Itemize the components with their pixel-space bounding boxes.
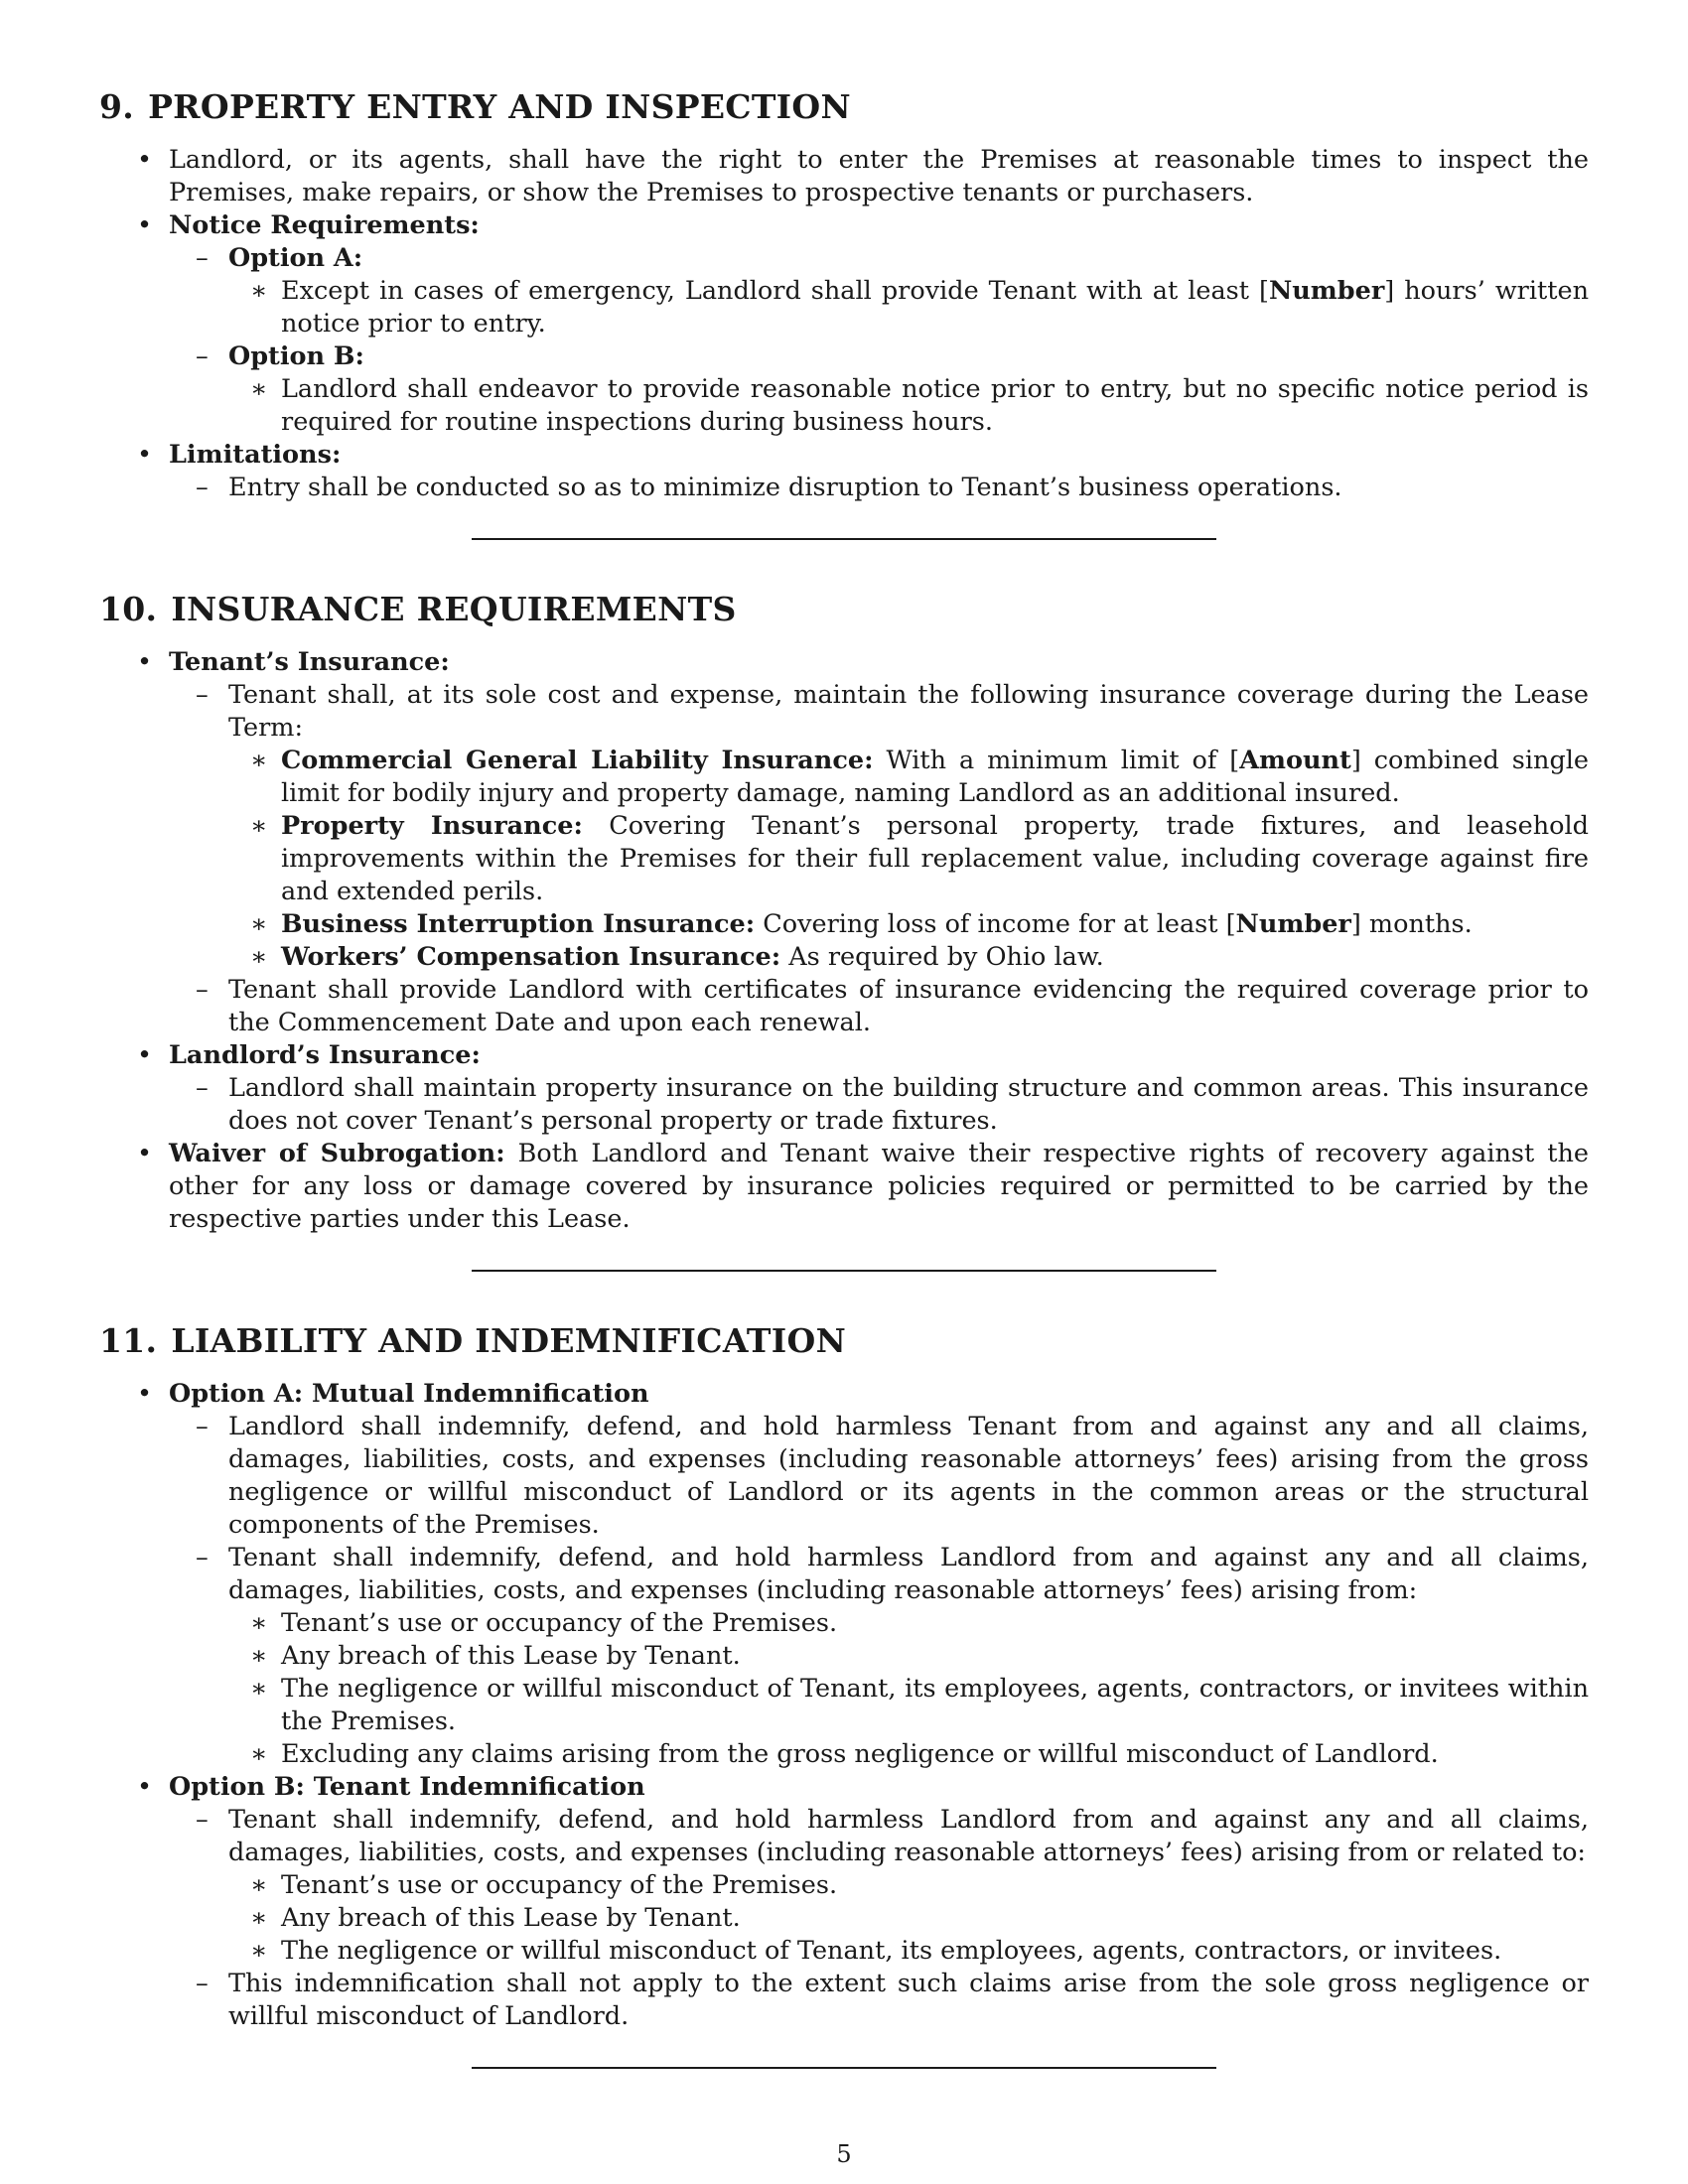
list-item: – Landlord shall maintain property insurance on the building structure and common areas. This insurance does not cover Tenant’s personal property or trade fixtures. xyxy=(196,1073,1589,1136)
list-item: – Option A: xyxy=(196,243,363,273)
section-number: 11. xyxy=(99,1321,158,1360)
list-item: – Landlord shall indemnify, defend, and hold harmless Tenant from and against any and all claims, damages, liabilities, costs, and expenses (including reasonable attorneys’ fees) arising from the gross negligence or willful misconduct of Landlord or its agents in the common areas or the structural components of the Premises. xyxy=(196,1412,1589,1540)
asterisk: ∗ xyxy=(250,1870,268,1900)
asterisk: ∗ xyxy=(250,1936,268,1966)
list-item: • Option B: Tenant Indemnification xyxy=(137,1772,645,1802)
list-item: – Tenant shall indemnify, defend, and hold harmless Landlord from and against any and all claims, damages, liabilities, costs, and expenses (including reasonable attorneys’ fees) arising from: xyxy=(196,1543,1589,1605)
list-item: • Limitations: xyxy=(137,440,342,470)
asterisk: ∗ xyxy=(250,276,268,306)
dash: – xyxy=(196,243,209,273)
asterisk: ∗ xyxy=(250,811,268,841)
list-item: – Tenant shall indemnify, defend, and hold harmless Landlord from and against any and all claims, damages, liabilities, costs, and expenses (including reasonable attorneys’ fees) arising from or related to: xyxy=(196,1805,1589,1867)
section-title: INSURANCE REQUIREMENTS xyxy=(171,590,737,628)
list-item: ∗ Commercial General Liability Insurance: With a minimum limit of [Amount] combined single limit for bodily injury and property damage, naming Landlord as an additional insured. xyxy=(250,746,1590,808)
bullet: • xyxy=(137,210,153,240)
list-item: ∗ Tenant’s use or occupancy of the Premises. xyxy=(250,1608,838,1638)
dash: – xyxy=(196,1073,209,1103)
asterisk: ∗ xyxy=(250,942,268,972)
bullet: • xyxy=(137,647,153,677)
list-item: • Notice Requirements: xyxy=(137,210,480,240)
list-item: ∗ The negligence or willful misconduct of Tenant, its employees, agents, contractors, or invitees. xyxy=(250,1936,1502,1966)
list-item: • Landlord’s Insurance: xyxy=(137,1040,481,1070)
document-page xyxy=(99,87,1589,2069)
bullet: • xyxy=(137,1772,153,1802)
list-item: ∗ Property Insurance: Covering Tenant’s personal property, trade fixtures, and leasehold improvements within the Premises for their full replacement value, including coverage against fire and extended perils. xyxy=(250,811,1589,906)
dash: – xyxy=(196,1969,209,1998)
list-item: ∗ The negligence or willful misconduct of Tenant, its employees, agents, contractors, or invitees within the Premises. xyxy=(250,1674,1589,1736)
dash: – xyxy=(196,680,209,710)
dash: – xyxy=(196,473,209,502)
section-10-heading xyxy=(99,590,1589,628)
list-item: • Option A: Mutual Indemnification xyxy=(137,1379,649,1409)
list-item: • Landlord, or its agents, shall have the right to enter the Premises at reasonable times to inspect the Premises, make repairs, or show the Premises to prospective tenants or purchasers. xyxy=(137,145,1589,207)
dash: – xyxy=(196,975,209,1005)
section-title: PROPERTY ENTRY AND INSPECTION xyxy=(148,87,851,126)
list-item: • Tenant’s Insurance: xyxy=(137,647,450,677)
list-item: ∗ Any breach of this Lease by Tenant. xyxy=(250,1903,741,1933)
list-item: – Option B: xyxy=(196,341,364,371)
section-9-heading xyxy=(99,87,1589,126)
list-item: – Tenant shall provide Landlord with certificates of insurance evidencing the required coverage prior to the Commencement Date and upon each renewal. xyxy=(196,975,1589,1037)
dash: – xyxy=(196,1805,209,1835)
asterisk: ∗ xyxy=(250,1903,268,1933)
list-item: ∗ Landlord shall endeavor to provide reasonable notice prior to entry, but no specific notice period is required for routine inspections during business hours. xyxy=(250,374,1589,437)
page-number: 5 xyxy=(836,2140,852,2168)
bullet: • xyxy=(137,440,153,470)
bullet: • xyxy=(137,1040,153,1070)
section-11-heading xyxy=(99,1321,1589,1360)
dash: – xyxy=(196,1412,209,1441)
list-item: ∗ Tenant’s use or occupancy of the Premises. xyxy=(250,1870,838,1900)
bullet: • xyxy=(137,1379,153,1409)
bullet: • xyxy=(137,1139,153,1168)
asterisk: ∗ xyxy=(250,1641,268,1671)
section-number: 9. xyxy=(99,87,135,126)
list-item: ∗ Except in cases of emergency, Landlord shall provide Tenant with at least [Number] hours’ written notice prior to entry. xyxy=(250,276,1590,339)
list-item: ∗ Any breach of this Lease by Tenant. xyxy=(250,1641,741,1671)
list-item: – This indemnification shall not apply to the extent such claims arise from the sole gross negligence or willful misconduct of Landlord. xyxy=(196,1969,1589,2031)
asterisk: ∗ xyxy=(250,374,268,404)
asterisk: ∗ xyxy=(250,746,268,775)
asterisk: ∗ xyxy=(250,1739,268,1769)
dash: – xyxy=(196,1543,209,1572)
list-item: – Entry shall be conducted so as to minimize disruption to Tenant’s business operations. xyxy=(196,473,1342,502)
list-item: ∗ Workers’ Compensation Insurance: As required by Ohio law. xyxy=(250,942,1104,972)
section-divider xyxy=(472,2067,1216,2069)
dash: – xyxy=(196,341,209,371)
list-item: • Waiver of Subrogation: Both Landlord and Tenant waive their respective rights of recovery against the other for any loss or damage covered by insurance policies required or permitted to be carried by the respective parties under this Lease. xyxy=(137,1139,1589,1234)
list-item: – Tenant shall, at its sole cost and expense, maintain the following insurance coverage during the Lease Term: xyxy=(196,680,1589,743)
asterisk: ∗ xyxy=(250,909,268,939)
asterisk: ∗ xyxy=(250,1608,268,1638)
asterisk: ∗ xyxy=(250,1674,268,1704)
section-number: 10. xyxy=(99,590,158,628)
list-item: ∗ Excluding any claims arising from the gross negligence or willful misconduct of Landlord. xyxy=(250,1739,1439,1769)
section-title: LIABILITY AND INDEMNIFICATION xyxy=(171,1321,847,1360)
list-item: ∗ Business Interruption Insurance: Covering loss of income for at least [Number] months. xyxy=(250,909,1473,939)
bullet: • xyxy=(137,145,153,175)
